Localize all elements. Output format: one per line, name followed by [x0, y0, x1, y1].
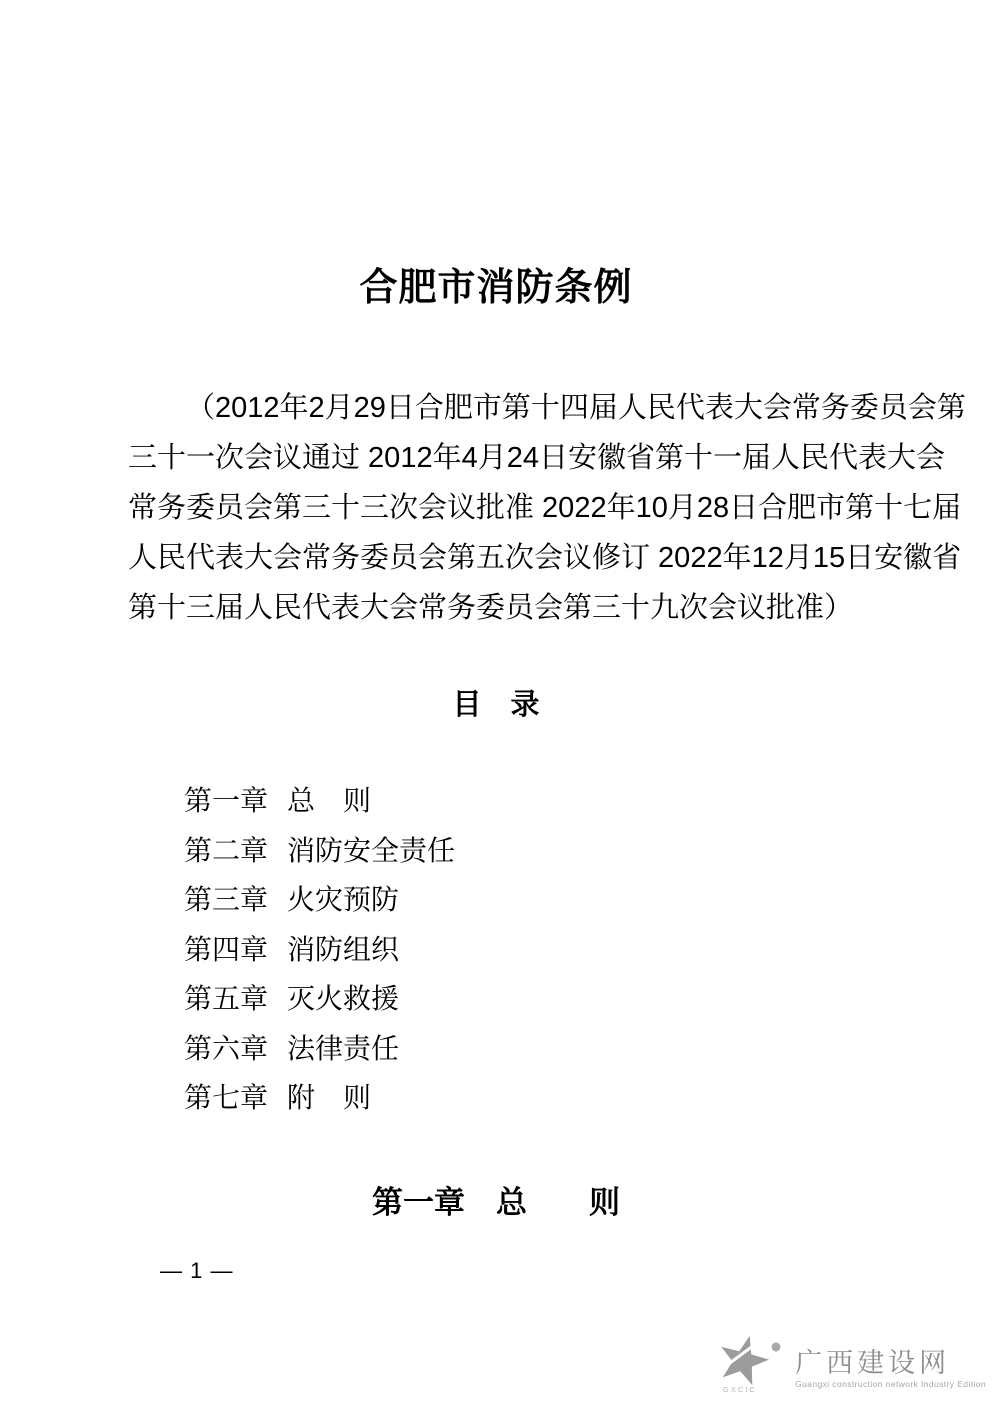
toc-chapter-label: 第二章	[184, 834, 269, 866]
toc-chapter-title: 消防安全责任	[286, 834, 455, 866]
document-title: 合肥市消防条例	[359, 267, 633, 309]
star-logo-icon	[703, 1333, 795, 1395]
chapter-one-heading: 第一章 总 则	[372, 1185, 620, 1220]
toc-item-chapter-4	[184, 925, 455, 975]
toc-chapter-title: 总 则	[286, 785, 371, 816]
watermark-text	[795, 1349, 986, 1395]
page-number: — 1 —	[160, 1258, 234, 1283]
toc-chapter-title: 消防组织	[286, 933, 399, 965]
preamble-line: （2012年2月29日合肥市第十四届人民代表大会常务委员会第	[186, 392, 966, 424]
toc-chapter-label: 第五章	[184, 983, 269, 1014]
toc-chapter-label: 第七章	[184, 1082, 269, 1113]
toc-item-chapter-7	[184, 1073, 455, 1123]
preamble-paragraph	[128, 383, 966, 633]
toc-chapter-label: 第六章	[184, 1032, 269, 1064]
preamble-line: 三十一次会议通过 2012年4月24日安徽省第十一届人民代表大会	[128, 442, 945, 474]
toc-chapter-title: 火灾预防	[286, 884, 399, 915]
toc-list	[184, 776, 455, 1123]
toc-item-chapter-3	[184, 875, 455, 925]
toc-item-chapter-1	[184, 776, 455, 826]
toc-item-chapter-2	[184, 826, 455, 876]
preamble-line: 第十三届人民代表大会常务委员会第三十九次会议批准）	[128, 592, 854, 624]
toc-chapter-label: 第三章	[184, 884, 269, 915]
watermark-site-name: 广西建设网	[795, 1348, 951, 1378]
watermark	[703, 1333, 986, 1395]
toc-chapter-label: 第一章	[184, 785, 269, 816]
preamble-line: 常务委员会第三十三次会议批准 2022年10月28日合肥市第十七届	[128, 492, 962, 524]
preamble-line: 人民代表大会常务委员会第五次会议修订 2022年12月15日安徽省	[128, 542, 962, 574]
toc-chapter-title: 灭火救援	[286, 983, 399, 1014]
toc-chapter-label: 第四章	[184, 933, 269, 965]
toc-heading: 目 录	[452, 689, 540, 721]
toc-chapter-title: 法律责任	[286, 1032, 399, 1064]
star-logo-small-text: GXCIC	[723, 1385, 757, 1394]
toc-chapter-title: 附 则	[286, 1082, 371, 1113]
watermark-site-subtitle: Guangxi construction network Industry Edition	[795, 1379, 986, 1389]
toc-item-chapter-6	[184, 1024, 455, 1074]
toc-item-chapter-5	[184, 974, 455, 1024]
